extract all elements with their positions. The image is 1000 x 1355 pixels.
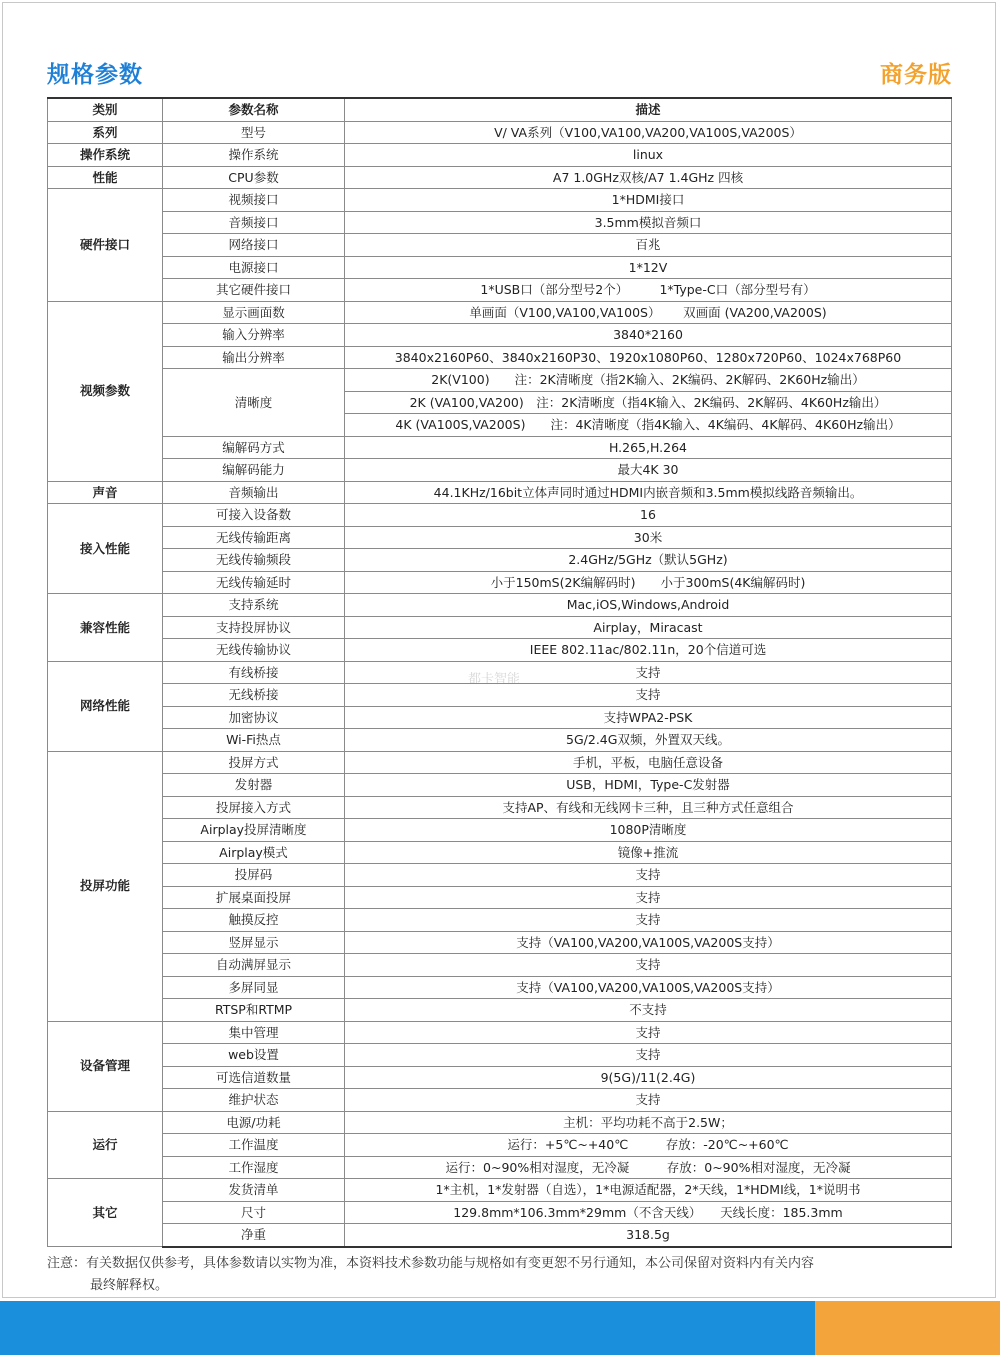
table-header-row: [48, 98, 952, 121]
description-cell: 支持: [345, 1021, 952, 1044]
param-name-cell: 净重: [163, 1224, 345, 1247]
description-cell: 5G/2.4G双频，外置双天线。: [345, 729, 952, 752]
table-row: [48, 256, 952, 279]
table-row: [48, 1111, 952, 1134]
table-row: [48, 819, 952, 842]
param-name-cell: 可选信道数量: [163, 1066, 345, 1089]
category-cell: 运行: [48, 1111, 163, 1179]
header-param-name: 参数名称: [163, 98, 345, 121]
table-row: [48, 616, 952, 639]
param-name-cell: 集中管理: [163, 1021, 345, 1044]
param-name-cell: CPU参数: [163, 166, 345, 189]
table-row: [48, 526, 952, 549]
category-cell: 其它: [48, 1179, 163, 1247]
description-cell: 镜像+推流: [345, 841, 952, 864]
table-row: [48, 1044, 952, 1067]
table-row: [48, 279, 952, 302]
table-row: [48, 684, 952, 707]
spec-table-body: [48, 121, 952, 1247]
header-description: 描述: [345, 98, 952, 121]
param-name-cell: Airplay模式: [163, 841, 345, 864]
table-row: [48, 774, 952, 797]
table-row: [48, 211, 952, 234]
description-cell: 3840*2160: [345, 324, 952, 347]
table-row: [48, 459, 952, 482]
footer-bar-blue: [0, 1301, 815, 1355]
description-cell: 1*主机，1*发射器（自选），1*电源适配器，2*天线，1*HDMI线，1*说明书: [345, 1179, 952, 1202]
description-cell: 4K (VA100S,VA200S) 注：4K清晰度（指4K输入、4K编码、4K解码、4K60Hz输出）: [345, 414, 952, 437]
table-row: [48, 166, 952, 189]
table-row: [48, 189, 952, 212]
description-cell: 支持: [345, 954, 952, 977]
param-name-cell: 型号: [163, 121, 345, 144]
description-cell: 2.4GHz/5GHz（默认5GHz): [345, 549, 952, 572]
param-name-cell: 无线传输延时: [163, 571, 345, 594]
footer-bar-orange: [815, 1301, 1000, 1355]
param-name-cell: 音频接口: [163, 211, 345, 234]
description-cell: 支持（VA100,VA200,VA100S,VA200S支持）: [345, 976, 952, 999]
table-row: [48, 1134, 952, 1157]
description-cell: 支持: [345, 684, 952, 707]
table-row: [48, 481, 952, 504]
param-name-cell: 尺寸: [163, 1201, 345, 1224]
description-cell: 主机：平均功耗不高于2.5W；: [345, 1111, 952, 1134]
description-cell: 318.5g: [345, 1224, 952, 1247]
description-cell: IEEE 802.11ac/802.11n，20个信道可选: [345, 639, 952, 662]
table-row: [48, 729, 952, 752]
description-cell: 手机，平板，电脑任意设备: [345, 751, 952, 774]
table-row: [48, 706, 952, 729]
description-cell: 百兆: [345, 234, 952, 257]
table-row: [48, 324, 952, 347]
category-cell: 性能: [48, 166, 163, 189]
description-cell: 支持: [345, 909, 952, 932]
param-name-cell: 多屏同显: [163, 976, 345, 999]
description-cell: A7 1.0GHz双核/A7 1.4GHz 四核: [345, 166, 952, 189]
table-row: [48, 594, 952, 617]
table-row: [48, 1201, 952, 1224]
description-cell: 16: [345, 504, 952, 527]
param-name-cell: 无线传输协议: [163, 639, 345, 662]
param-name-cell: 加密协议: [163, 706, 345, 729]
table-row: [48, 661, 952, 684]
category-cell: 硬件接口: [48, 189, 163, 302]
table-row: [48, 909, 952, 932]
param-name-cell: 发射器: [163, 774, 345, 797]
param-name-cell: 清晰度: [163, 369, 345, 437]
table-row: [48, 549, 952, 572]
param-name-cell: 无线传输距离: [163, 526, 345, 549]
category-cell: 系列: [48, 121, 163, 144]
table-row: [48, 1089, 952, 1112]
param-name-cell: 其它硬件接口: [163, 279, 345, 302]
param-name-cell: 工作温度: [163, 1134, 345, 1157]
table-row: [48, 369, 952, 392]
description-cell: 1*12V: [345, 256, 952, 279]
param-name-cell: Wi-Fi热点: [163, 729, 345, 752]
param-name-cell: 输出分辨率: [163, 346, 345, 369]
param-name-cell: 竖屏显示: [163, 931, 345, 954]
param-name-cell: 投屏接入方式: [163, 796, 345, 819]
param-name-cell: 维护状态: [163, 1089, 345, 1112]
param-name-cell: 可接入设备数: [163, 504, 345, 527]
param-name-cell: 支持系统: [163, 594, 345, 617]
table-row: [48, 234, 952, 257]
table-row: [48, 864, 952, 887]
table-row: [48, 999, 952, 1022]
table-row: [48, 571, 952, 594]
param-name-cell: 支持投屏协议: [163, 616, 345, 639]
table-row: [48, 796, 952, 819]
table-row: [48, 1066, 952, 1089]
table-row: [48, 1179, 952, 1202]
description-cell: V/ VA系列（V100,VA100,VA200,VA100S,VA200S）: [345, 121, 952, 144]
category-cell: 操作系统: [48, 144, 163, 167]
description-cell: 支持: [345, 864, 952, 887]
param-name-cell: 网络接口: [163, 234, 345, 257]
param-name-cell: 投屏方式: [163, 751, 345, 774]
description-cell: linux: [345, 144, 952, 167]
description-cell: 支持: [345, 1089, 952, 1112]
table-row: [48, 841, 952, 864]
table-row: [48, 1156, 952, 1179]
description-cell: 不支持: [345, 999, 952, 1022]
table-row: [48, 931, 952, 954]
table-row: [48, 976, 952, 999]
description-cell: 9(5G)/11(2.4G): [345, 1066, 952, 1089]
description-cell: 1*USB口（部分型号2个） 1*Type-C口（部分型号有）: [345, 279, 952, 302]
param-name-cell: 有线桥接: [163, 661, 345, 684]
description-cell: 3840x2160P60、3840x2160P30、1920x1080P60、1280x720P60、1024x768P60: [345, 346, 952, 369]
param-name-cell: 音频输出: [163, 481, 345, 504]
table-row: [48, 436, 952, 459]
category-cell: 投屏功能: [48, 751, 163, 1021]
category-cell: 兼容性能: [48, 594, 163, 662]
category-cell: 视频参数: [48, 301, 163, 481]
param-name-cell: 无线传输频段: [163, 549, 345, 572]
param-name-cell: 扩展桌面投屏: [163, 886, 345, 909]
category-cell: 接入性能: [48, 504, 163, 594]
param-name-cell: 显示画面数: [163, 301, 345, 324]
description-cell: 单画面（V100,VA100,VA100S） 双画面 (VA200,VA200S): [345, 301, 952, 324]
table-row: [48, 504, 952, 527]
description-cell: 3.5mm模拟音频口: [345, 211, 952, 234]
param-name-cell: 自动满屏显示: [163, 954, 345, 977]
param-name-cell: Airplay投屏清晰度: [163, 819, 345, 842]
param-name-cell: 操作系统: [163, 144, 345, 167]
description-cell: 支持: [345, 661, 952, 684]
page-title: 规格参数: [47, 62, 143, 88]
param-name-cell: 电源/功耗: [163, 1111, 345, 1134]
description-cell: 支持WPA2-PSK: [345, 706, 952, 729]
param-name-cell: 发货清单: [163, 1179, 345, 1202]
table-row: [48, 346, 952, 369]
param-name-cell: 无线桥接: [163, 684, 345, 707]
description-cell: 小于150mS(2K编解码时) 小于300mS(4K编解码时): [345, 571, 952, 594]
category-cell: 声音: [48, 481, 163, 504]
header-category: 类别: [48, 98, 163, 121]
category-cell: 网络性能: [48, 661, 163, 751]
description-cell: 129.8mm*106.3mm*29mm（不含天线） 天线长度：185.3mm: [345, 1201, 952, 1224]
table-row: [48, 1021, 952, 1044]
spec-table: [47, 97, 952, 1248]
description-cell: 支持AP、有线和无线网卡三种，且三种方式任意组合: [345, 796, 952, 819]
edition-label: 商务版: [880, 62, 952, 88]
watermark-text: 都卡智能: [468, 672, 521, 687]
description-cell: 运行：0~90%相对湿度，无冷凝 存放：0~90%相对湿度，无冷凝: [345, 1156, 952, 1179]
description-cell: 2K(V100) 注：2K清晰度（指2K输入、2K编码、2K解码、2K60Hz输出）: [345, 369, 952, 392]
table-row: [48, 1224, 952, 1247]
table-row: [48, 121, 952, 144]
param-name-cell: 视频接口: [163, 189, 345, 212]
description-cell: 支持: [345, 1044, 952, 1067]
description-cell: 30米: [345, 526, 952, 549]
table-row: [48, 954, 952, 977]
param-name-cell: 编解码方式: [163, 436, 345, 459]
table-row: [48, 751, 952, 774]
param-name-cell: RTSP和RTMP: [163, 999, 345, 1022]
category-cell: 设备管理: [48, 1021, 163, 1111]
param-name-cell: web设置: [163, 1044, 345, 1067]
description-cell: 最大4K 30: [345, 459, 952, 482]
param-name-cell: 输入分辨率: [163, 324, 345, 347]
param-name-cell: 投屏码: [163, 864, 345, 887]
footnote-line-1: 注意：有关数据仅供参考，具体参数请以实物为准，本资料技术参数功能与规格如有变更恕不另行通知，本公司保留对资料内有关内容: [47, 1256, 815, 1271]
param-name-cell: 电源接口: [163, 256, 345, 279]
table-row: [48, 886, 952, 909]
description-cell: 2K (VA100,VA200) 注：2K清晰度（指4K输入、2K编码、2K解码、4K60Hz输出）: [345, 391, 952, 414]
table-row: [48, 301, 952, 324]
param-name-cell: 触摸反控: [163, 909, 345, 932]
description-cell: 支持（VA100,VA200,VA100S,VA200S支持）: [345, 931, 952, 954]
description-cell: H.265,H.264: [345, 436, 952, 459]
description-cell: Mac,iOS,Windows,Android: [345, 594, 952, 617]
description-cell: 运行：+5℃~+40℃ 存放：-20℃~+60℃: [345, 1134, 952, 1157]
table-row: [48, 639, 952, 662]
description-cell: 1*HDMI接口: [345, 189, 952, 212]
description-cell: 支持: [345, 886, 952, 909]
description-cell: Airplay，Miracast: [345, 616, 952, 639]
param-name-cell: 编解码能力: [163, 459, 345, 482]
description-cell: 44.1KHz/16bit立体声同时通过HDMI内嵌音频和3.5mm模拟线路音频输出。: [345, 481, 952, 504]
description-cell: 1080P清晰度: [345, 819, 952, 842]
footnote: [47, 1253, 947, 1297]
table-row: [48, 144, 952, 167]
footnote-line-2: 最终解释权。: [90, 1278, 169, 1293]
param-name-cell: 工作湿度: [163, 1156, 345, 1179]
description-cell: USB，HDMI，Type-C发射器: [345, 774, 952, 797]
